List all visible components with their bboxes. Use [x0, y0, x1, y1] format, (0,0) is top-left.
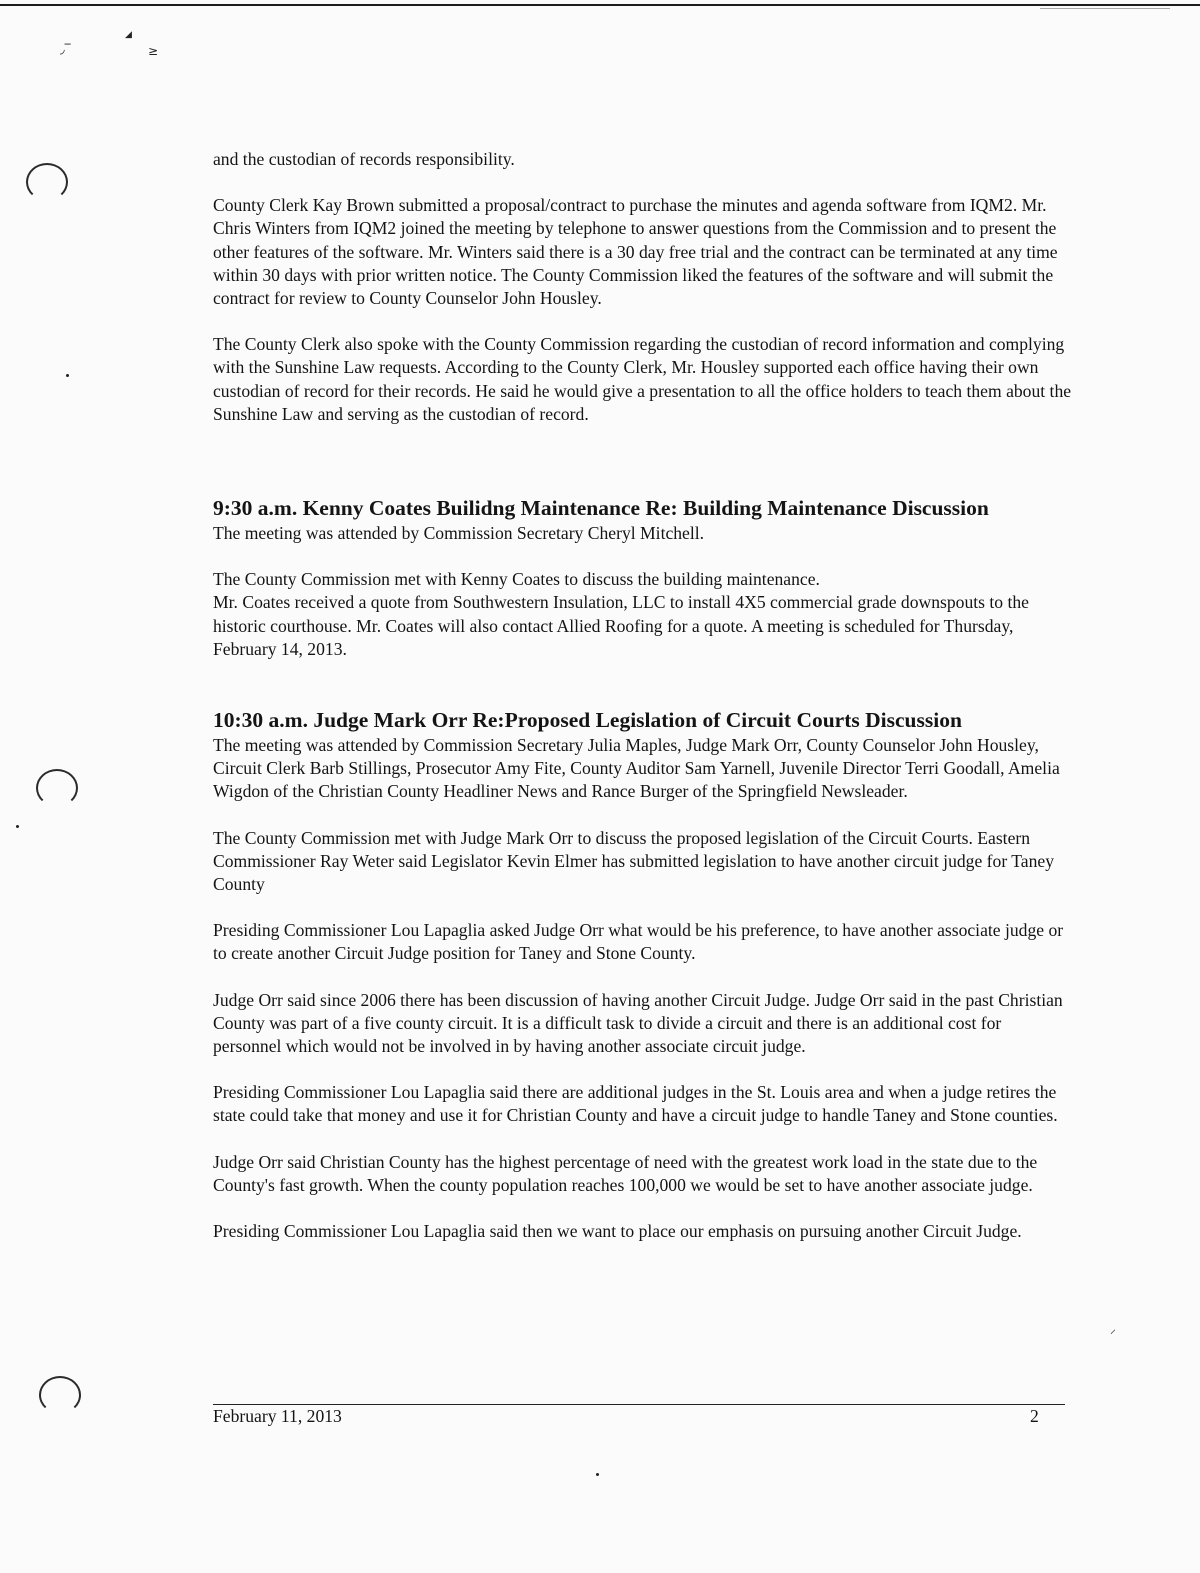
document-body: [213, 148, 1073, 1243]
spacer: [213, 310, 1073, 333]
paragraph: Presiding Commissioner Lou Lapaglia asked Judge Orr what would be his preference, to have another associate judge or to create another Circuit Judge position for Taney and Stone County.: [213, 920, 1064, 964]
paragraph: Presiding Commissioner Lou Lapaglia said there are additional judges in the St. Louis area and when a judge retires the state could take that money and use it for Christian County and have a circuit judge to handle Taney and Stone counties.: [213, 1082, 1058, 1126]
spacer: [213, 966, 1073, 989]
spacer: [213, 1128, 1073, 1151]
paragraph: Presiding Commissioner Lou Lapaglia said then we want to place our emphasis on pursuing another Circuit Judge.: [213, 1221, 1022, 1242]
paragraph: The County Clerk also spoke with the County Commission regarding the custodian of record information and complying with the Sunshine Law requests. According to the County Clerk, Mr. Housley supported each office having their own custodian of record for their records. He said he would give a presentation to all the office holders to teach them about the Sunshine Law and serving as the custodian of record.: [213, 334, 1072, 424]
spacer: [213, 896, 1073, 919]
scan-artifact-mark: ≥: [148, 44, 159, 58]
paragraph: The County Commission met with Judge Mark Orr to discuss the proposed legislation of the Circuit Courts. Eastern Commissioner Ray Weter said Legislator Kevin Elmer has submitted legislation to have another circuit judge for Taney County: [213, 827, 1054, 895]
paragraph: Judge Orr said since 2006 there has been discussion of having another Circuit Judge. Judge Orr said in the past Christian County was part of a five county circuit. It is a difficult task to divide a circuit and there is an additional cost for personnel which would not be involved in by having another associate circuit judge.: [213, 989, 1063, 1057]
paragraph: County Clerk Kay Brown submitted a proposal/contract to purchase the minutes and agenda software from IQM2. Mr. Chris Winters from IQM2 joined the meeting by telephone to answer questions from the Commission and to present the other features of the software. Mr. Winters said there is a 30 day free trial and the contract can be terminated at any time within 30 days with prior written notice. The County Commission liked the features of the software and will submit the contract for review to County Counselor John Housley.: [213, 195, 1058, 309]
scan-speck: [66, 374, 69, 377]
page-number: 2: [1030, 1406, 1039, 1426]
scan-edge-top: [0, 4, 1200, 6]
paragraph: The meeting was attended by Commission Secretary Cheryl Mitchell.: [213, 523, 705, 544]
footer-rule: [213, 1404, 1065, 1405]
scan-artifact-mark: ◞‾: [60, 42, 71, 56]
punch-hole: [36, 769, 78, 807]
punch-hole: [26, 163, 68, 201]
section-heading: 10:30 a.m. Judge Mark Orr Re:Proposed Legislation of Circuit Courts Discussion: [213, 708, 962, 733]
spacer: [213, 1197, 1073, 1220]
scan-speck: [16, 825, 19, 828]
scan-artifact-mark: ◢: [125, 30, 132, 40]
spacer: [213, 545, 1073, 568]
paragraph: and the custodian of records responsibility.: [213, 149, 515, 169]
scan-artifact-mark: ⸝: [1110, 1322, 1117, 1336]
section-heading: 9:30 a.m. Kenny Coates Builidng Maintenance Re: Building Maintenance Discussion: [213, 496, 989, 521]
paragraph: The meeting was attended by Commission Secretary Julia Maples, Judge Mark Orr, County Counselor John Housley, Circuit Clerk Barb Stillings, Prosecutor Amy Fite, County Auditor Sam Yarnell, Juvenile Director Terri Goodall, Amelia Wigdon of the Christian County Headliner News and Rance Burger of the Springfield Newsleader.: [213, 735, 1060, 802]
paragraph: The County Commission met with Kenny Coates to discuss the building maintenance.: [213, 569, 820, 590]
spacer: [213, 804, 1073, 827]
spacer: [213, 426, 1073, 495]
paragraph: Mr. Coates received a quote from Southwestern Insulation, LLC to install 4X5 commercial grade downspouts to the historic courthouse. Mr. Coates will also contact Allied Roofing for a quote. A meeting is scheduled for Thursday, February 14, 2013.: [213, 592, 1029, 659]
spacer: [213, 1058, 1073, 1081]
paragraph: Judge Orr said Christian County has the highest percentage of need with the greatest work load in the state due to the County's fast growth. When the county population reaches 100,000 we would be set to have another associate judge.: [213, 1151, 1038, 1195]
punch-hole: [39, 1376, 81, 1414]
spacer: [213, 171, 1073, 194]
spacer: [213, 661, 1073, 707]
scan-speck: [596, 1473, 599, 1476]
scan-edge-top-fragment: [1040, 8, 1170, 9]
footer-date: February 11, 2013: [213, 1406, 342, 1426]
